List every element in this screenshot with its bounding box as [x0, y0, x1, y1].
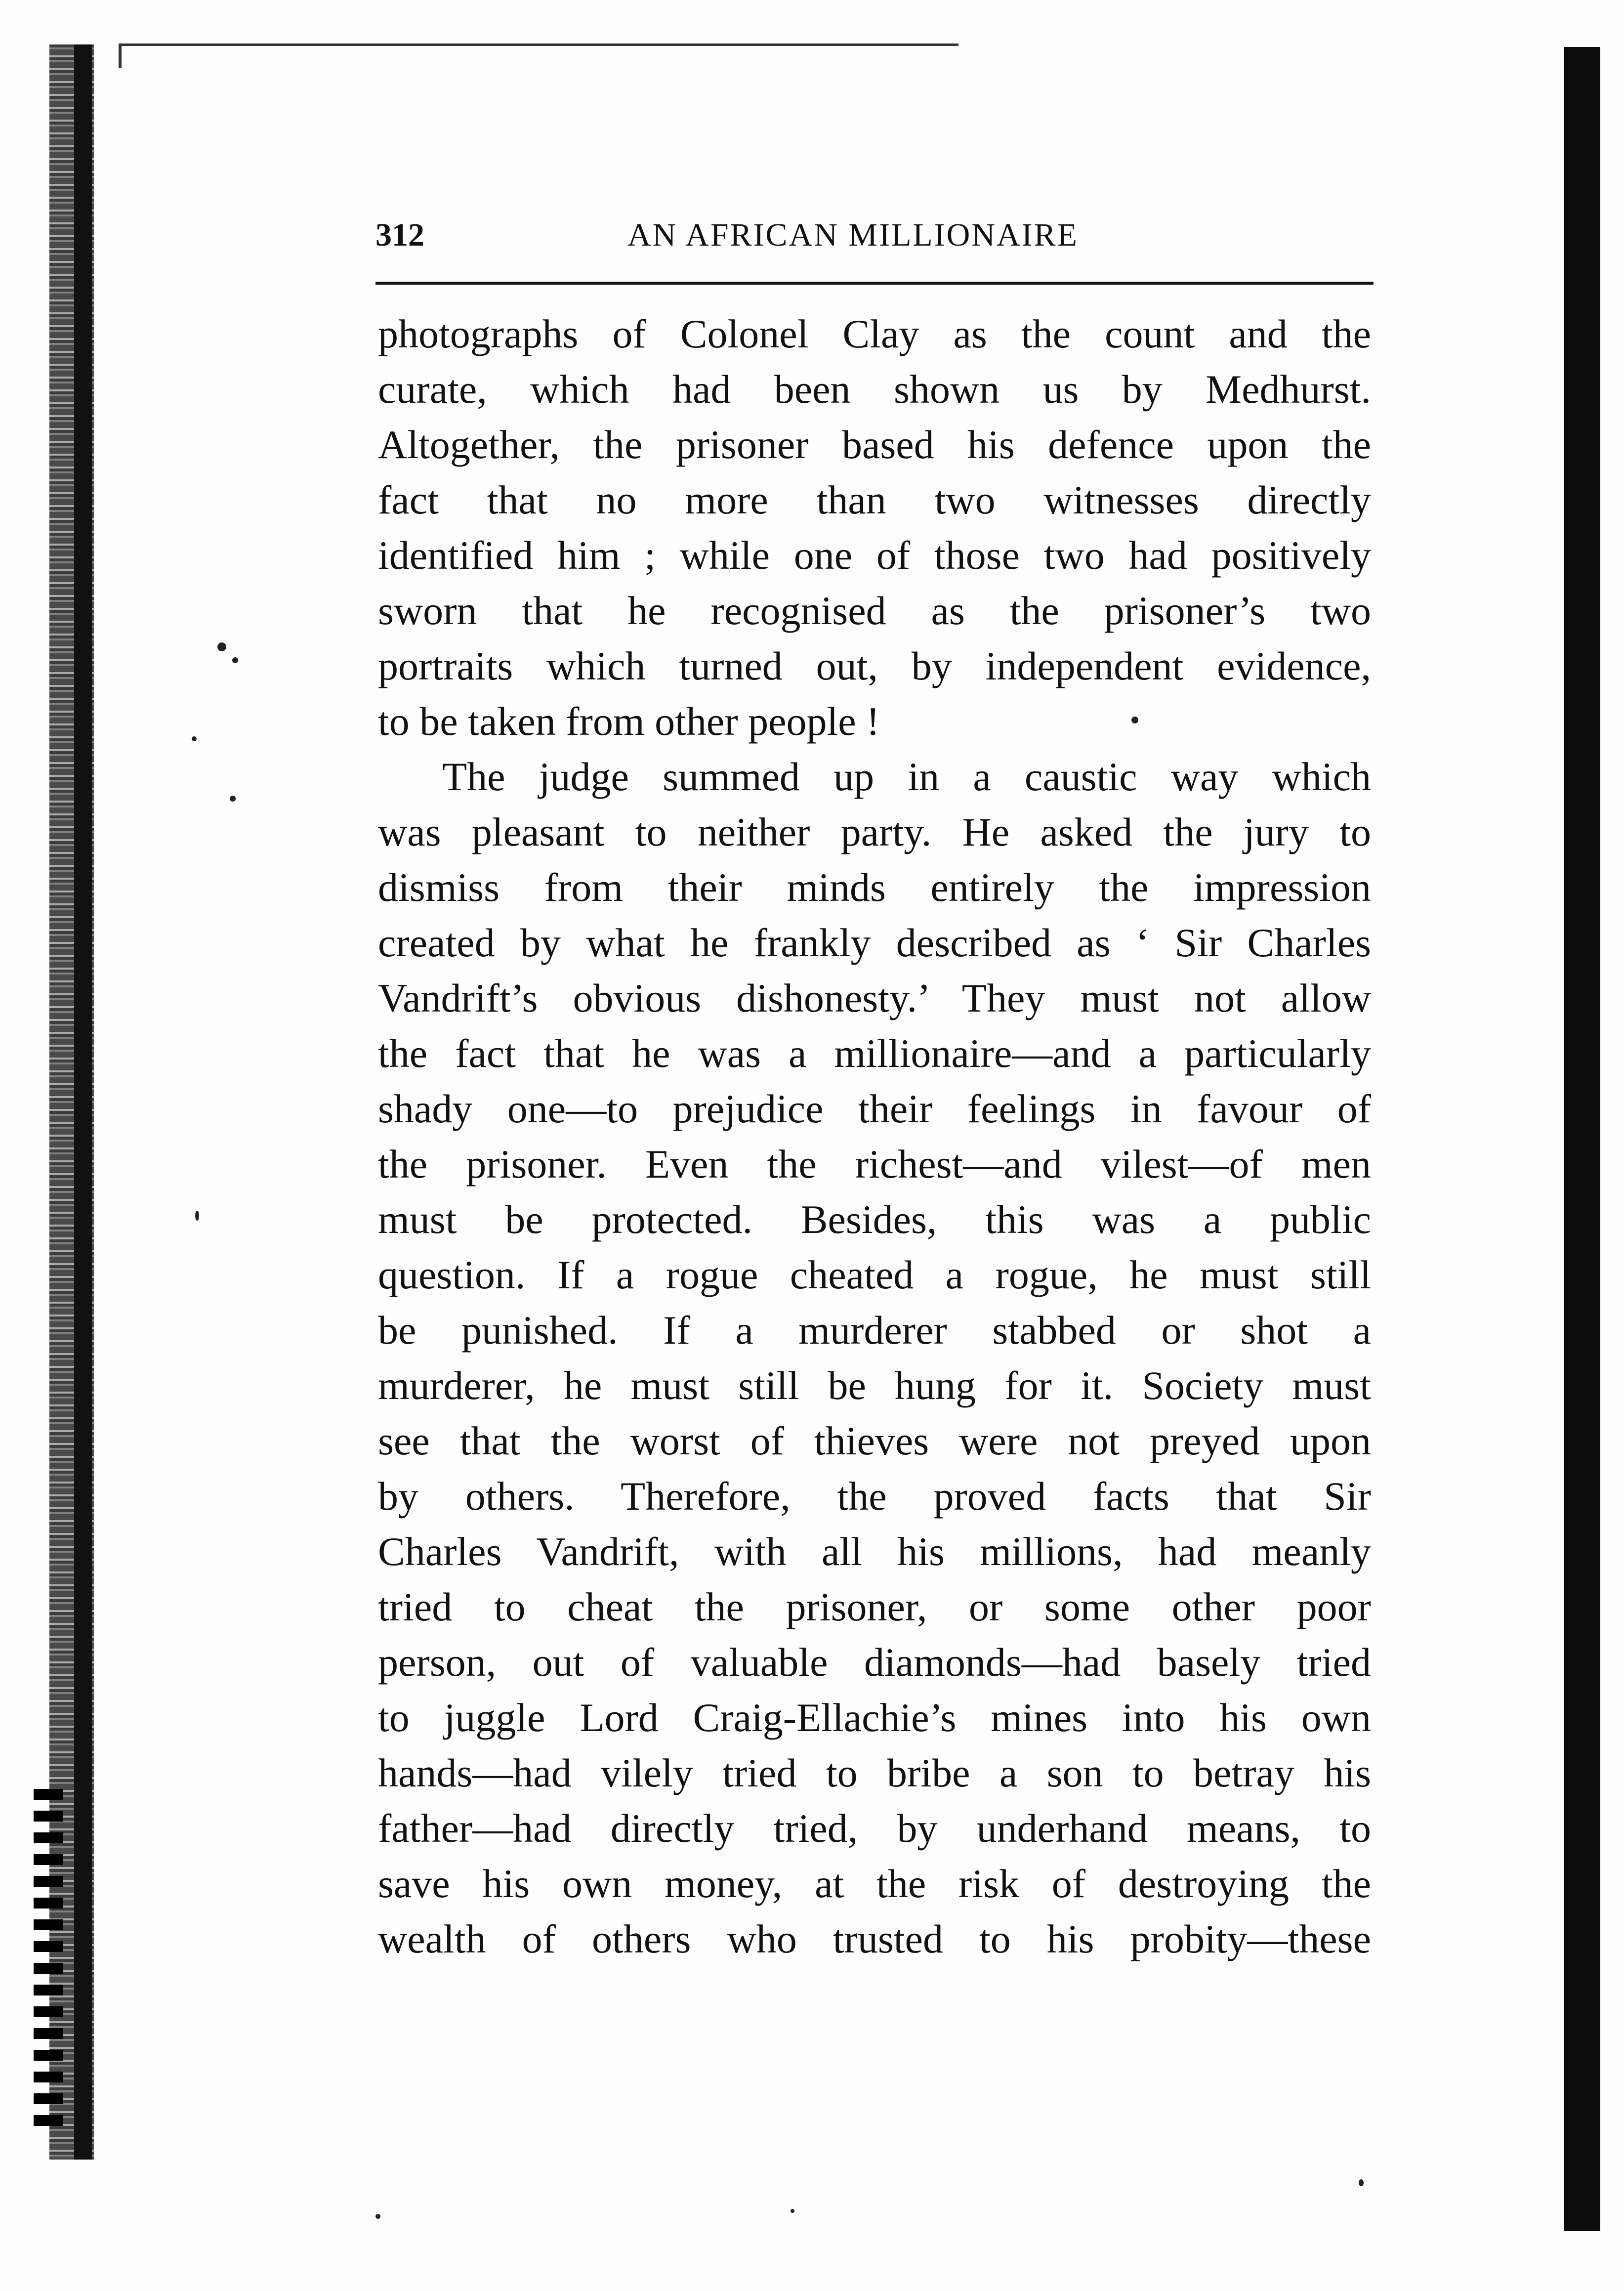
text-line: Charles Vandrift, with all his millions, had meanly [378, 1529, 1371, 1574]
text-line: the prisoner. Even the richest—and vilest—of men [378, 1142, 1371, 1187]
body-text [378, 306, 1371, 1967]
text-line: Vandrift’s obvious dishonesty.’ They must not allow [378, 976, 1371, 1020]
top-scan-rule-tick [119, 43, 122, 68]
text-line: Altogether, the prisoner based his defence upon the [378, 422, 1371, 467]
page-number: 312 [375, 217, 424, 253]
text-line: be punished. If a murderer stabbed or shot a [378, 1308, 1371, 1353]
text-line: shady one—to prejudice their feelings in favour of [378, 1086, 1371, 1131]
text-line: must be protected. Besides, this was a public [378, 1197, 1371, 1242]
scan-speck [192, 736, 197, 741]
scan-speck [1359, 2179, 1364, 2186]
scan-speck [230, 796, 236, 802]
text-line: sworn that he recognised as the prisoner’s two [378, 588, 1371, 633]
text-line: The judge summed up in a caustic way which [442, 754, 1371, 799]
text-line: portraits which turned out, by independent evidence, [378, 643, 1371, 688]
running-head-title: AN AFRICAN MILLIONAIRE [627, 217, 1079, 253]
scan-speck [791, 2209, 794, 2213]
scan-speck [232, 657, 238, 663]
binding-ticks [34, 1789, 63, 2135]
text-line: to juggle Lord Craig-Ellachie’s mines into his own [378, 1695, 1371, 1740]
right-edge-bar [1564, 47, 1600, 2231]
text-line: curate, which had been shown us by Medhurst. [378, 367, 1371, 412]
text-line: created by what he frankly described as ‘ Sir Charles [378, 920, 1371, 965]
text-line: dismiss from their minds entirely the impression [378, 865, 1371, 910]
top-scan-rule [119, 43, 958, 46]
text-line: father—had directly tried, by underhand means, to [378, 1806, 1371, 1851]
text-line: person, out of valuable diamonds—had basely tried [378, 1640, 1371, 1685]
scan-speck [195, 1211, 199, 1221]
text-line: hands—had vilely tried to bribe a son to betray his [378, 1750, 1371, 1795]
text-line: by others. Therefore, the proved facts that Sir [378, 1474, 1371, 1519]
text-line: the fact that he was a millionaire—and a particularly [378, 1031, 1371, 1076]
scan-speck [375, 2214, 380, 2219]
text-line: fact that no more than two witnesses directly [378, 477, 1371, 522]
text-line: tried to cheat the prisoner, or some other poor [378, 1584, 1371, 1629]
text-line: to be taken from other people ! [378, 699, 880, 744]
text-line: wealth of others who trusted to his probity—these [378, 1916, 1371, 1961]
header-rule [375, 282, 1374, 285]
text-line: was pleasant to neither party. He asked the jury to [378, 809, 1371, 854]
text-line: photographs of Colonel Clay as the count and the [378, 311, 1371, 356]
text-line: save his own money, at the risk of destroying the [378, 1861, 1371, 1906]
binding-shadow-dark [74, 44, 92, 2160]
text-line: murderer, he must still be hung for it. Society must [378, 1363, 1371, 1408]
text-line: see that the worst of thieves were not preyed upon [378, 1418, 1371, 1463]
scan-speck [217, 642, 226, 651]
text-line: question. If a rogue cheated a rogue, he must still [378, 1252, 1371, 1297]
text-line: identified him ; while one of those two had positively [378, 533, 1371, 578]
